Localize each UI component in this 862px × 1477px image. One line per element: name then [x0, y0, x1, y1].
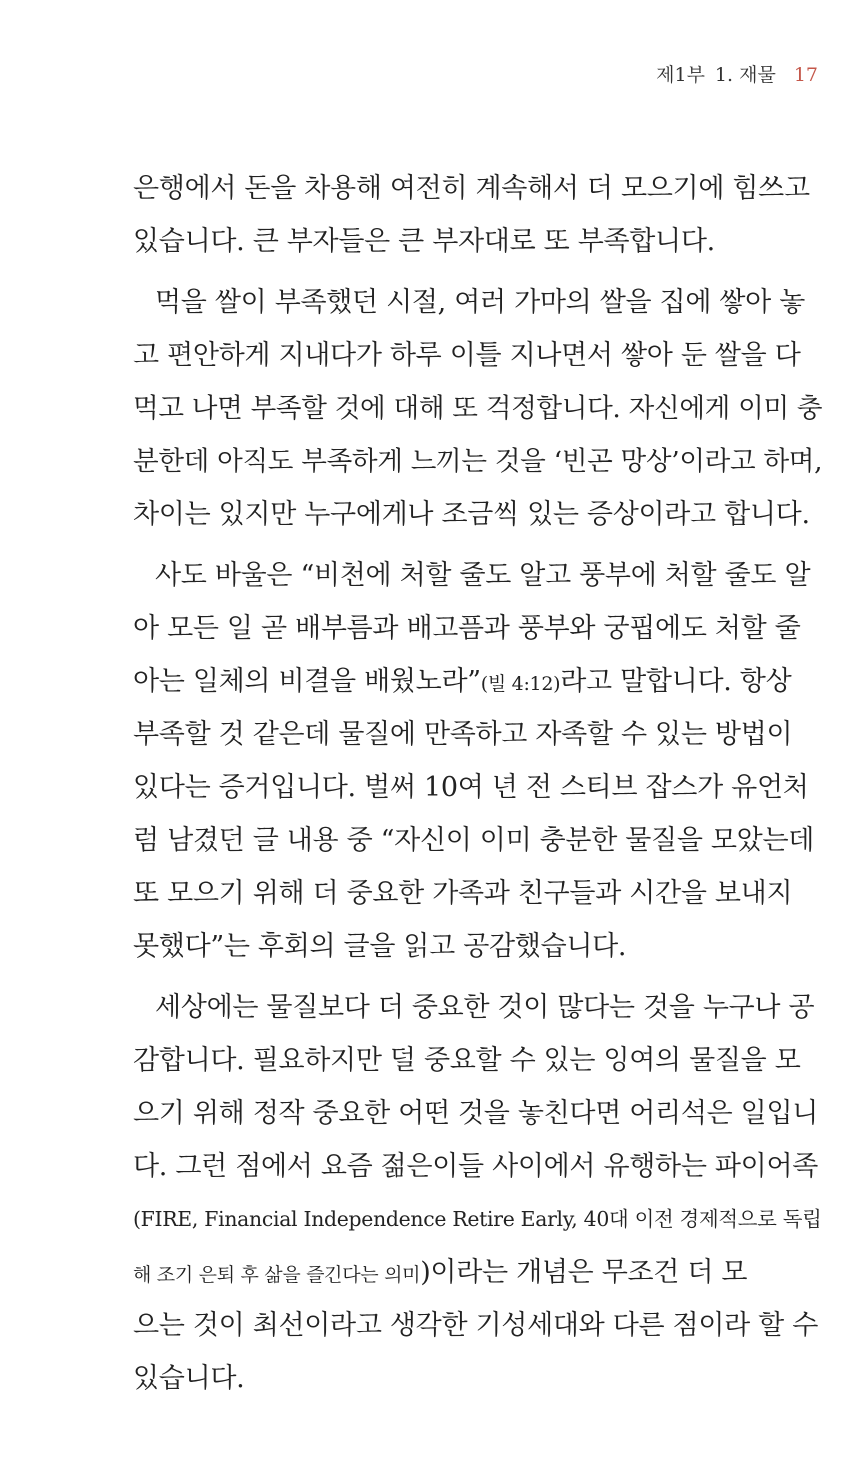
text-line: 고 편안하게 지내다가 하루 이틀 지나면서 쌓아 둔 쌀을 다	[133, 340, 801, 371]
text-line: 아 모든 일 곧 배부름과 배고픔과 풍부와 궁핍에도 처할 줄	[133, 613, 801, 644]
paragraph-start-line: 사도 바울은 “비천에 처할 줄도 알고 풍부에 처할 줄도 알	[155, 560, 811, 591]
part-label: 제1부	[656, 64, 705, 86]
text-line: 은행에서 돈을 차용해 여전히 계속해서 더 모으기에 힘쓰고	[133, 173, 810, 204]
running-header	[656, 60, 818, 87]
text-line: 으기 위해 정작 중요한 어떤 것을 놓친다면 어리석은 일입니	[133, 1098, 819, 1129]
text-line: 있습니다. 큰 부자들은 큰 부자대로 또 부족합니다.	[133, 226, 715, 257]
text-line: 또 모으기 위해 더 중요한 가족과 친구들과 시간을 보내지	[133, 878, 793, 909]
paragraph-start-line: 세상에는 물질보다 더 중요한 것이 많다는 것을 누구나 공	[155, 992, 815, 1023]
page-number: 17	[793, 64, 818, 86]
text-line: 있다는 증거입니다. 벌써 10여 년 전 스티브 잡스가 유언처	[133, 772, 809, 803]
chapter-label: 1. 재물	[714, 64, 776, 86]
paragraph-start-line: 먹을 쌀이 부족했던 시절, 여러 가마의 쌀을 집에 쌓아 놓	[155, 287, 806, 318]
text-line: 차이는 있지만 누구에게나 조금씩 있는 증상이라고 합니다.	[133, 499, 810, 530]
bible-reference: (빌 4:12)	[480, 673, 561, 695]
text-line: 다. 그런 점에서 요즘 젊은이들 사이에서 유행하는 파이어족	[133, 1151, 819, 1182]
text-line: 럼 남겼던 글 내용 중 “자신이 이미 충분한 물질을 모았는데	[133, 825, 815, 856]
text-line: 부족할 것 같은데 물질에 만족하고 자족할 수 있는 방법이	[133, 719, 793, 750]
body-text	[133, 162, 823, 1405]
quote-end: 아는 일체의 비결을 배웠노라”	[133, 666, 481, 697]
text-line: 못했다”는 후회의 글을 읽고 공감했습니다.	[133, 931, 627, 962]
text-line: 감합니다. 필요하지만 덜 중요할 수 있는 잉여의 물질을 모	[133, 1045, 801, 1076]
text-line	[133, 1246, 823, 1299]
text-span: )이라는 개념은 무조건 더 모	[420, 1257, 748, 1288]
text-line: 분한데 아직도 부족하게 느끼는 것을 ‘빈곤 망상’이라고 하며,	[133, 446, 823, 477]
text-span: 라고 말합니다. 항상	[560, 666, 792, 697]
text-line: 먹고 나면 부족할 것에 대해 또 걱정합니다. 자신에게 이미 충	[133, 393, 823, 424]
text-line: 으는 것이 최선이라고 생각한 기성세대와 다른 점이라 할 수	[133, 1310, 819, 1341]
parenthetical-note: 해 조기 은퇴 후 삶을 즐긴다는 의미	[133, 1264, 421, 1286]
parenthetical-line: (FIRE, Financial Independence Retire Early, 40대 이전 경제적으로 독립	[133, 1207, 822, 1231]
text-line: 있습니다.	[133, 1363, 245, 1394]
text-line	[133, 655, 823, 708]
